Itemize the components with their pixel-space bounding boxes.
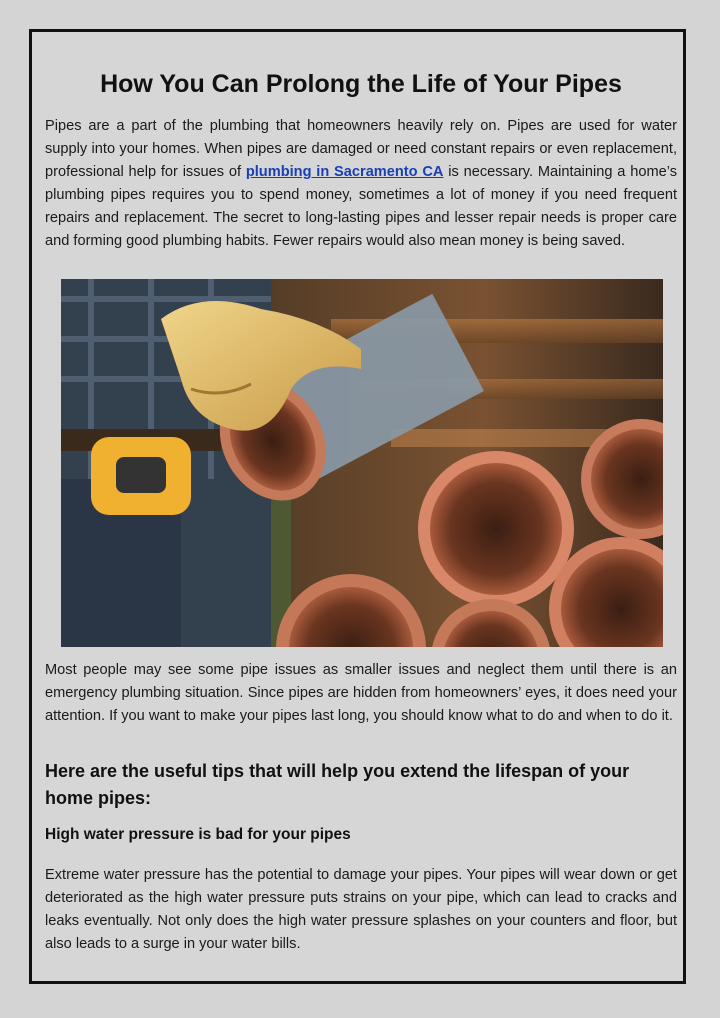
intro-text-before: Pipes are a part of the plumbing that homeowners heavily rely on. Pipes are used for water supply into your homes. When pipes are damaged or need constant repairs or even replacement, professional help for issues of [45,118,677,180]
document-page [29,29,686,984]
tips-heading: Here are the useful tips that will help you extend the lifespan of your home pipes: [45,761,630,808]
tip-paragraph-water-pressure: Extreme water pressure has the potential to damage your pipes. Your pipes will wear down or get deteriorated as the high water pressure puts strains on your pipe, which can lead to cracks and leaks eventually. Not only does the high water pressure splashes on your counters and floor, but also leads to a surge in your water bills. [45,867,677,952]
tip-heading-water-pressure: High water pressure is bad for your pipes [45,826,351,843]
plumber-pipes-photo [61,279,663,647]
issues-paragraph: Most people may see some pipe issues as smaller issues and neglect them until there is an emergency plumbing situation. Since pipes are hidden from homeowners’ eyes, it does need your attention. If you want to make your pipes last long, you should know what to do and when to do it. [45,662,677,724]
intro-text-after: is necessary. Maintaining a home’s plumbing pipes requires you to spend money, sometimes a lot of money if you need frequent repairs and replacement. The secret to long-lasting pipes and lesser repair needs is proper care and forming good plumbing habits. Fewer repairs would also mean money is being saved. [45,164,677,249]
page-title: How You Can Prolong the Life of Your Pipes [100,70,622,98]
intro-paragraph [45,115,677,253]
plumbing-link[interactable]: plumbing in Sacramento CA [245,164,444,180]
